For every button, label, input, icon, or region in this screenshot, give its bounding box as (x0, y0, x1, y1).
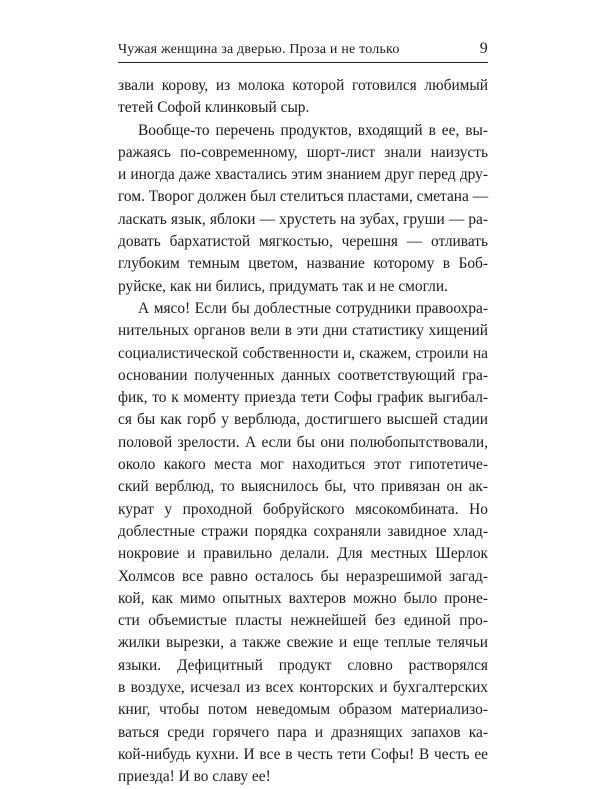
text-line: тетей Софой клинковый сыр. (118, 99, 310, 117)
text-line: Вообще-то перечень продуктов, входящий в ее, вы- (138, 121, 488, 139)
text-line: кой, как мимо опытных вахтеров можно было проне- (118, 589, 488, 607)
running-head-title: Чужая женщина за дверью. Проза и не только (118, 42, 400, 57)
paragraph (118, 298, 488, 789)
text-line: кой-нибудь кухни. И все в честь тети Софы! В честь ее (118, 745, 488, 763)
text-line: языки. Дефицитный продукт словно растворялся (118, 656, 488, 674)
text-line: ский верблюд, то выяснилось бы, что привязан он ак- (118, 478, 488, 496)
text-line: звали корову, из молока которой готовился любимый (118, 77, 488, 94)
text-line: ся бы как горб у верблюда, достигшего высшей стадии (118, 411, 488, 429)
text-line: основании полученных данных соответствующий гра- (118, 366, 488, 384)
text-line: глубоким темным цветом, название которому в Боб- (118, 255, 488, 273)
text-line: социалистической собственности и, скажем, строили на (118, 344, 488, 362)
text-line: гом. Творог должен был стелиться пластами, сметана — (118, 188, 489, 206)
running-head (118, 40, 488, 58)
text-line: книг, чтобы потом неведомым образом материализо- (118, 701, 488, 719)
text-line: около какого места мог находиться этот гипотетиче- (118, 456, 488, 474)
text-line: в воздухе, исчезал из всех конторских и бухгалтерских (118, 679, 488, 697)
text-line: руйске, как ни бились, придумать так и не смогли. (118, 277, 448, 295)
paragraph (118, 75, 488, 120)
text-line: А мясо! Если бы доблестные сотрудники правоохра- (138, 299, 488, 317)
paragraph (118, 120, 488, 298)
text-line: сти объемистые пласты нежнейшей без единой про- (118, 612, 488, 630)
text-line: фик, то к моменту приезда тети Софы график выгибал- (118, 389, 488, 407)
page-number: 9 (479, 40, 488, 57)
text-line: ласкать язык, яблоки — хрустеть на зубах, груши — ра- (118, 210, 488, 228)
text-line: жилки вырезки, а также свежие и еще теплые телячьи (118, 634, 488, 652)
text-line: довать бархатистой мягкостью, черешня — отливать (118, 233, 488, 251)
text-line: половой зрелости. А если бы они полюбопытствовали, (118, 433, 488, 451)
text-line: ражаясь по-современному, шорт-лист знали наизусть (118, 143, 488, 161)
text-line: нокровие и правильно делали. Для местных Шерлок (118, 545, 488, 563)
text-line: ваться среди горячего пара и дразнящих запахов ка- (118, 723, 488, 741)
text-line: нительных органов вели в эти дни статистику хищений (118, 322, 488, 340)
body-text (118, 75, 488, 789)
text-line: Холмсов все равно осталось бы неразрешимой загад- (118, 567, 488, 585)
text-line: и иногда даже хвастались этим знанием друг перед дру- (118, 166, 488, 184)
text-line: доблестные стражи порядка сохраняли завидное хлад- (118, 522, 488, 540)
text-line: приезда! И во славу ее! (118, 768, 271, 786)
header-rule (118, 62, 488, 63)
text-line: курат у проходной бобруйского мясокомбината. Но (118, 500, 488, 518)
